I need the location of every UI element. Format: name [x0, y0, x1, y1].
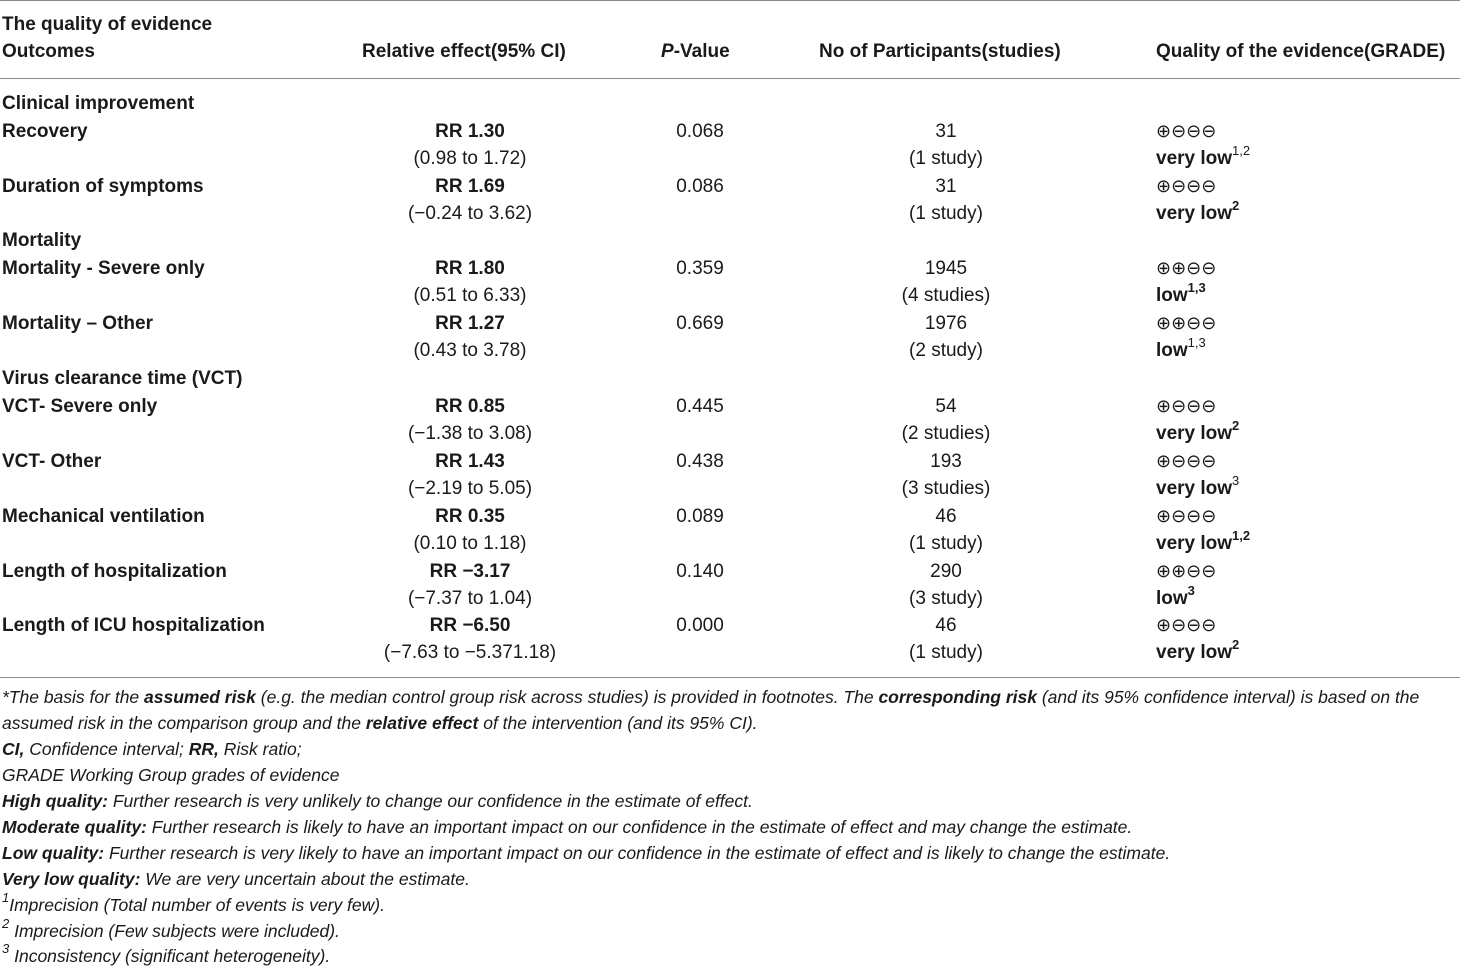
participants-count: 46	[935, 615, 957, 636]
confidence-interval: (−7.37 to 1.04)	[407, 588, 533, 609]
grade-label: very low	[1156, 148, 1233, 169]
participants-count: 54	[935, 396, 957, 417]
footnote-moderate-quality: Moderate quality: Further research is likely to have an important impact on our confidence in the estimate of effect and may change the estimate.	[2, 817, 1133, 837]
bottom-rule	[0, 677, 1460, 678]
relative-effect: RR −3.17	[429, 561, 511, 582]
table-row	[0, 310, 1460, 365]
table-row	[0, 503, 1460, 558]
confidence-interval: (0.43 to 3.78)	[413, 340, 527, 361]
p-value: 0.359	[676, 258, 724, 279]
grade-symbols-icon: ⊕⊖⊖⊖	[1156, 121, 1217, 142]
footnote-grade-group: GRADE Working Group grades of evidence	[2, 765, 340, 785]
outcome-label: Length of hospitalization	[2, 561, 227, 582]
grade-rating	[1156, 636, 1240, 666]
grade-symbols-icon: ⊕⊕⊖⊖	[1156, 258, 1217, 279]
studies-count: (2 study)	[909, 340, 983, 361]
footnote-1: $^1$Imprecision (Total number of events is very few).	[2, 890, 385, 915]
grade-footnote-ref: 3	[1232, 472, 1240, 488]
grade-rating	[1156, 279, 1206, 309]
grade-symbols-icon: ⊕⊖⊖⊖	[1156, 451, 1217, 472]
table-row	[0, 448, 1460, 503]
participants-count: 46	[935, 506, 957, 527]
relative-effect: RR 0.35	[435, 506, 505, 527]
col-header-participants: No of Participants(studies)	[819, 41, 1061, 62]
studies-count: (1 study)	[909, 533, 983, 554]
outcome-label: Recovery	[2, 121, 88, 142]
table-row	[0, 558, 1460, 613]
confidence-interval: (0.51 to 6.33)	[413, 285, 527, 306]
outcome-label: VCT- Other	[2, 451, 102, 472]
relative-effect: RR 1.43	[435, 451, 505, 472]
p-value: 0.669	[676, 313, 724, 334]
p-value: 0.140	[676, 561, 724, 582]
outcome-label: Length of ICU hospitalization	[2, 615, 265, 636]
confidence-interval: (−2.19 to 5.05)	[407, 478, 533, 499]
studies-count: (4 studies)	[901, 285, 991, 306]
p-rest: -Value	[673, 41, 730, 62]
grade-rating	[1156, 472, 1240, 502]
col-header-p-value	[661, 41, 730, 63]
footnote-very-low-quality: Very low quality: We are very uncertain about the estimate.	[2, 869, 470, 889]
outcome-label: Mortality - Severe only	[2, 258, 205, 279]
p-value: 0.089	[676, 506, 724, 527]
p-value: 0.438	[676, 451, 724, 472]
p-value: 0.000	[676, 615, 724, 636]
confidence-interval: (−7.63 to −5.371.18)	[383, 642, 557, 663]
grade-label: very low	[1156, 423, 1233, 444]
studies-count: (3 studies)	[901, 478, 991, 499]
relative-effect: RR 0.85	[435, 396, 505, 417]
confidence-interval: (0.10 to 1.18)	[413, 533, 527, 554]
grade-footnote-ref: 2	[1232, 417, 1240, 433]
participants-count: 31	[935, 176, 957, 197]
top-rule	[0, 0, 1460, 1]
table-row	[0, 173, 1460, 228]
footnote-2: $^2$ Imprecision (Few subjects were included).	[2, 916, 340, 941]
grade-footnote-ref: 1,3	[1187, 279, 1206, 295]
table-title: The quality of evidence	[2, 14, 213, 35]
grade-label: very low	[1156, 533, 1233, 554]
grade-footnote-ref: 1,2	[1232, 527, 1251, 543]
grade-rating	[1156, 197, 1240, 227]
studies-count: (1 study)	[909, 148, 983, 169]
grade-label: low	[1156, 285, 1188, 306]
footnote-3: $^3$ Inconsistency (significant heterogeneity).	[2, 941, 331, 966]
participants-count: 1976	[924, 313, 968, 334]
header-rule	[0, 78, 1460, 79]
section-mortality: Mortality	[2, 230, 82, 251]
relative-effect: RR 1.80	[435, 258, 505, 279]
grade-symbols-icon: ⊕⊖⊖⊖	[1156, 396, 1217, 417]
relative-effect: RR 1.27	[435, 313, 505, 334]
grade-footnote-ref: 3	[1187, 582, 1195, 598]
relative-effect: RR −6.50	[429, 615, 511, 636]
outcome-label: Mechanical ventilation	[2, 506, 205, 527]
participants-count: 1945	[924, 258, 968, 279]
grade-label: very low	[1156, 478, 1233, 499]
grade-rating	[1156, 142, 1251, 172]
participants-count: 31	[935, 121, 957, 142]
grade-symbols-icon: ⊕⊖⊖⊖	[1156, 615, 1217, 636]
p-value: 0.068	[676, 121, 724, 142]
footnote-high-quality: High quality: Further research is very unlikely to change our confidence in the estimate of effect.	[2, 791, 753, 811]
table-row	[0, 118, 1460, 173]
studies-count: (2 studies)	[901, 423, 991, 444]
table-row	[0, 255, 1460, 310]
grade-rating	[1156, 582, 1195, 612]
outcome-label: Mortality – Other	[2, 313, 153, 334]
confidence-interval: (0.98 to 1.72)	[413, 148, 527, 169]
studies-count: (1 study)	[909, 203, 983, 224]
participants-count: 193	[930, 451, 962, 472]
studies-count: (3 study)	[909, 588, 983, 609]
grade-footnote-ref: 1,3	[1187, 334, 1206, 350]
grade-symbols-icon: ⊕⊖⊖⊖	[1156, 506, 1217, 527]
relative-effect: RR 1.69	[435, 176, 505, 197]
grade-label: low	[1156, 340, 1188, 361]
relative-effect: RR 1.30	[435, 121, 505, 142]
p-italic: P	[661, 41, 674, 62]
grade-label: very low	[1156, 203, 1233, 224]
outcome-label: VCT- Severe only	[2, 396, 158, 417]
col-header-outcomes: Outcomes	[2, 41, 95, 62]
footnote-assumed-risk-cont: assumed risk in the comparison group and the relative effect of the intervention (and its 95% CI).	[2, 713, 758, 733]
confidence-interval: (−1.38 to 3.08)	[407, 423, 533, 444]
table-row	[0, 612, 1460, 667]
grade-footnote-ref: 2	[1232, 636, 1240, 652]
grade-rating	[1156, 334, 1206, 364]
grade-rating	[1156, 417, 1240, 447]
grade-label: low	[1156, 588, 1188, 609]
footnote-low-quality: Low quality: Further research is very likely to have an important impact on our confidence in the estimate of effect and is likely to change the estimate.	[2, 843, 1171, 863]
section-vct: Virus clearance time (VCT)	[2, 368, 243, 389]
grade-label: very low	[1156, 642, 1233, 663]
participants-count: 290	[930, 561, 962, 582]
grade-rating	[1156, 527, 1251, 557]
p-value: 0.086	[676, 176, 724, 197]
studies-count: (1 study)	[909, 642, 983, 663]
outcome-label: Duration of symptoms	[2, 176, 204, 197]
grade-symbols-icon: ⊕⊕⊖⊖	[1156, 313, 1217, 334]
grade-symbols-icon: ⊕⊕⊖⊖	[1156, 561, 1217, 582]
grade-symbols-icon: ⊕⊖⊖⊖	[1156, 176, 1217, 197]
col-header-quality: Quality of the evidence(GRADE)	[1156, 41, 1446, 62]
footnote-abbreviations: CI, Confidence interval; RR, Risk ratio;	[2, 739, 302, 759]
footnote-assumed-risk: *The basis for the assumed risk (e.g. the median control group risk across studies) is provided in footnotes. The corresponding risk (and its 95% confidence interval) is based on the	[2, 687, 1420, 707]
grade-footnote-ref: 2	[1232, 197, 1240, 213]
p-value: 0.445	[676, 396, 724, 417]
col-header-relative-effect: Relative effect(95% CI)	[362, 41, 566, 62]
section-clinical-improvement: Clinical improvement	[2, 93, 195, 114]
grade-footnote-ref: 1,2	[1232, 142, 1251, 158]
confidence-interval: (−0.24 to 3.62)	[407, 203, 533, 224]
table-row	[0, 393, 1460, 448]
